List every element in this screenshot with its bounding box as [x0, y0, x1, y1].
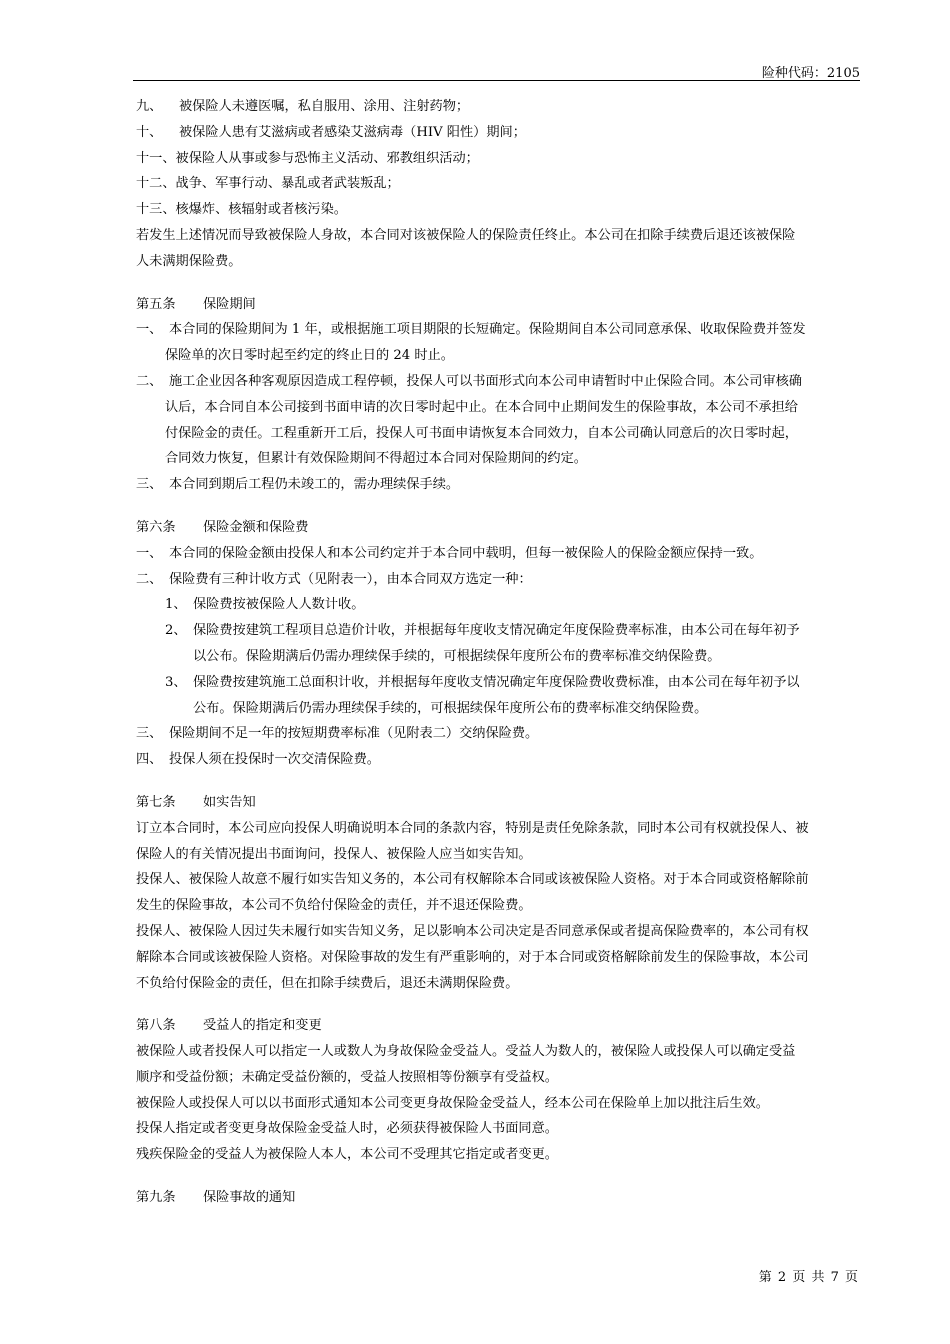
- sub-item-text: 保险费按建筑工程项目总造价计收，并根据每年度收支情况确定年度保险费率标准，由本公司在每年初予: [193, 623, 800, 639]
- article-number: 第七条: [136, 794, 176, 810]
- item-number: 四、: [136, 752, 163, 768]
- paragraph-line: 解除本合同或该被保险人资格。对保险事故的发生有严重影响的，对于本合同或资格解除前发生的保险事故，本公司: [136, 949, 809, 965]
- article-heading: [136, 1185, 862, 1211]
- page-header: [133, 62, 860, 81]
- item-number: 三、: [136, 726, 163, 742]
- paragraph-line: 订立本合同时，本公司应向投保人明确说明本合同的条款内容，特别是责任免除条款，同时本公司有权就投保人、被: [136, 820, 809, 836]
- page-number: 第 2 页 共 7 页: [758, 1270, 859, 1285]
- article-heading: [136, 292, 862, 318]
- item-text: 本合同到期后工程仍未竣工的，需办理续保手续。: [169, 477, 460, 493]
- item-number: 十、: [136, 124, 163, 140]
- item-continuation: 付保险金的责任。工程重新开工后，投保人可书面申请恢复本合同效力，自本公司确认同意后的次日零时起，: [165, 425, 798, 441]
- item-text: 保险费有三种计收方式（见附表一），由本合同双方选定一种：: [169, 571, 532, 587]
- clause-item: [136, 567, 862, 593]
- paragraph-line: 人未满期保险费。: [136, 253, 242, 269]
- paragraph-line: 顺序和受益份额；未确定受益份额的，受益人按照相等份额享有受益权。: [136, 1069, 558, 1085]
- item-number: 九、: [136, 99, 163, 114]
- sub-item-text: 保险费按被保险人人数计收。: [193, 597, 365, 613]
- article-heading: [136, 790, 862, 816]
- exclusion-item: [136, 94, 862, 120]
- sub-item-continuation: 以公布。保险期满后仍需办理续保手续的，可根据续保年度所公布的费率标准交纳保险费。: [193, 648, 721, 664]
- sub-item: [136, 592, 862, 618]
- exclusion-item: 十二、战争、军事行动、暴乱或者武装叛乱；: [136, 176, 400, 192]
- sub-item: [136, 618, 862, 644]
- item-text: 本合同的保险金额由投保人和本公司约定并于本合同中载明，但每一被保险人的保险金额应保持一致。: [169, 545, 763, 561]
- item-text: 施工企业因各种客观原因造成工程停顿，投保人可以书面形式向本公司申请暂时中止保险合同。本公司审核确: [169, 373, 802, 389]
- paragraph-line: 被保险人或投保人可以以书面形式通知本公司变更身故保险金受益人，经本公司在保险单上加以批注后生效。: [136, 1095, 769, 1111]
- article-title: 保险期间: [203, 296, 256, 312]
- exclusion-item: 十三、核爆炸、核辐射或者核污染。: [136, 202, 347, 218]
- item-continuation: 认后，本合同自本公司接到书面申请的次日零时起中止。在本合同中止期间发生的保险事故，本公司不承担给: [165, 399, 798, 415]
- clause-item: [136, 369, 862, 395]
- paragraph-line: 发生的保险事故，本公司不负给付保险金的责任，并不退还保险费。: [136, 898, 532, 914]
- item-text: 投保人须在投保时一次交清保险费。: [169, 752, 380, 768]
- article-title: 保险金额和保险费: [203, 519, 309, 535]
- article-title: 保险事故的通知: [203, 1190, 296, 1206]
- article-number: 第五条: [136, 296, 176, 312]
- article-number: 第八条: [136, 1018, 176, 1034]
- article-number: 第六条: [136, 519, 176, 535]
- article-heading: [136, 515, 862, 541]
- clause-item: [136, 541, 862, 567]
- sub-item-text: 保险费按建筑施工总面积计收，并根据每年度收支情况确定年度保险费收费标准，由本公司在每年初予以: [193, 674, 800, 690]
- document-body: [136, 94, 862, 1211]
- item-number: 二、: [136, 373, 163, 389]
- exclusion-item: 十一、被保险人从事或参与恐怖主义活动、邪教组织活动；: [136, 150, 479, 166]
- product-code: 险种代码：2105: [761, 66, 860, 81]
- item-number: 二、: [136, 571, 163, 587]
- item-continuation: 保险单的次日零时起至约定的终止日的 24 时止。: [165, 348, 454, 364]
- sub-item-number: 3、: [165, 674, 187, 690]
- item-text: 保险期间不足一年的按短期费率标准（见附表二）交纳保险费。: [169, 726, 539, 742]
- paragraph-line: 被保险人或者投保人可以指定一人或数人为身故保险金受益人。受益人为数人的，被保险人或投保人可以确定受益: [136, 1044, 796, 1060]
- clause-item: [136, 721, 862, 747]
- article-heading: [136, 1013, 862, 1039]
- item-number: 一、: [136, 545, 163, 561]
- item-text: 被保险人患有艾滋病或者感染艾滋病毒（HIV 阳性）期间；: [179, 124, 526, 140]
- paragraph-line: 保险人的有关情况提出书面询问，投保人、被保险人应当如实告知。: [136, 846, 532, 862]
- paragraph-line: 残疾保险金的受益人为被保险人本人，本公司不受理其它指定或者变更。: [136, 1147, 558, 1163]
- item-number: 三、: [136, 477, 163, 493]
- item-text: 本合同的保险期间为 1 年，或根据施工项目期限的长短确定。保险期间自本公司同意承保、收取保险费并签发: [169, 322, 806, 338]
- item-text: 被保险人未遵医嘱，私自服用、涂用、注射药物；: [179, 99, 470, 114]
- item-continuation: 合同效力恢复，但累计有效保险期间不得超过本合同对保险期间的约定。: [165, 451, 587, 467]
- paragraph-line: 投保人指定或者变更身故保险金受益人时，必须获得被保险人书面同意。: [136, 1121, 558, 1137]
- paragraph-line: 不负给付保险金的责任，但在扣除手续费后，退还未满期保险费。: [136, 975, 519, 991]
- article-title: 受益人的指定和变更: [203, 1018, 322, 1034]
- sub-item-continuation: 公布。保险期满后仍需办理续保手续的，可根据续保年度所公布的费率标准交纳保险费。: [193, 700, 708, 716]
- paragraph-line: 若发生上述情况而导致被保险人身故，本合同对该被保险人的保险责任终止。本公司在扣除手续费后退还该被保险: [136, 227, 796, 243]
- clause-item: [136, 472, 862, 498]
- sub-item-number: 2、: [165, 623, 187, 639]
- item-number: 一、: [136, 322, 163, 338]
- exclusion-item: [136, 120, 862, 146]
- sub-item: [136, 670, 862, 696]
- article-number: 第九条: [136, 1190, 176, 1206]
- article-title: 如实告知: [203, 794, 256, 810]
- clause-item: [136, 747, 862, 773]
- clause-item: [136, 317, 862, 343]
- sub-item-number: 1、: [165, 597, 187, 613]
- paragraph-line: 投保人、被保险人故意不履行如实告知义务的，本公司有权解除本合同或该被保险人资格。对于本合同或资格解除前: [136, 872, 809, 888]
- paragraph-line: 投保人、被保险人因过失未履行如实告知义务，足以影响本公司决定是否同意承保或者提高保险费率的，本公司有权: [136, 923, 809, 939]
